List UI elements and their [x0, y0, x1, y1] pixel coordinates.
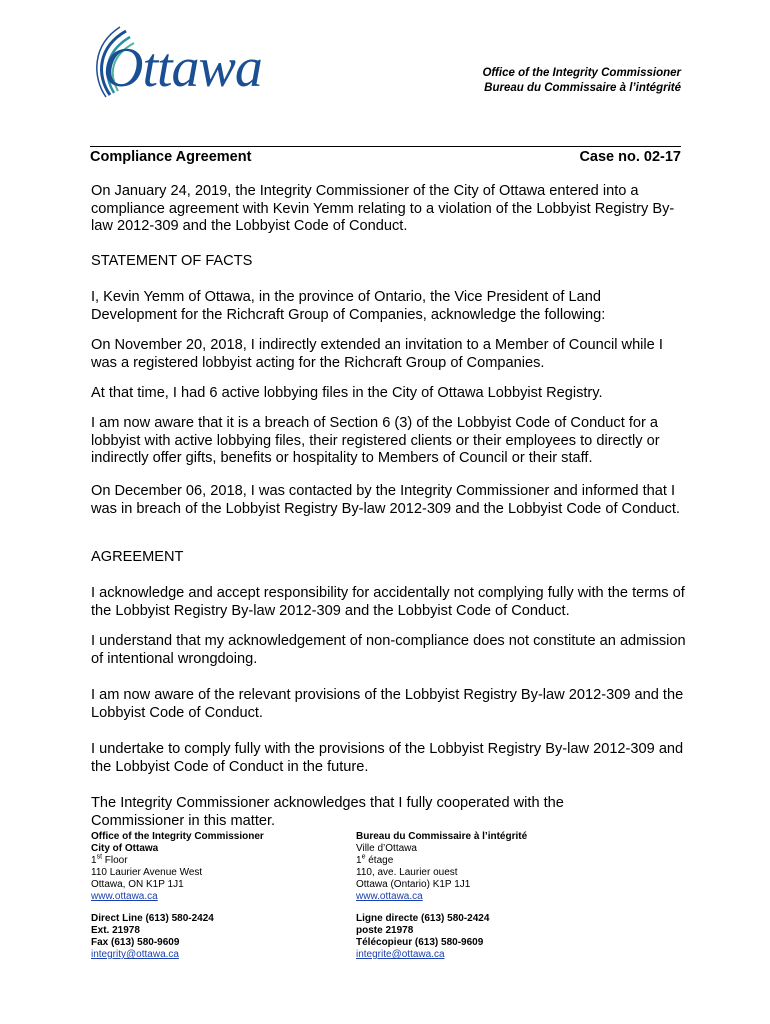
paragraph-acknowledgement: I, Kevin Yemm of Ottawa, in the province of Ontario, the Vice President of Land Development for the Richcraft Group of Companies, acknowledge the following: [91, 289, 606, 323]
office-header [482, 66, 681, 96]
paragraph-accept-responsibility: I acknowledge and accept responsibility for accidentally not complying fully with the terms of the Lobbyist Registry By-law 2012-309 and the Lobbyist Code of Conduct. [91, 585, 685, 619]
paragraph-undertake: I undertake to comply fully with the provisions of the Lobbyist Registry By-law 2012-309 and the Lobbyist Code of Conduct in the future. [91, 741, 684, 775]
paragraph-intro: On January 24, 2019, the Integrity Commissioner of the City of Ottawa entered into a compliance agreement with Kevin Yemm relating to a violation of the Lobbyist Registry By-law 2012-309 and the Lobbyist Code of Conduct. [91, 183, 675, 234]
footer-contact-en [91, 831, 264, 961]
footer-website-link-fr[interactable]: www.ottawa.ca [356, 891, 423, 902]
heading-agreement: AGREEMENT [91, 549, 184, 565]
title-bar [90, 146, 681, 165]
footer-postal-fr: Ottawa (Ontario) K1P 1J1 [356, 879, 471, 890]
paragraph-november-invitation: On November 20, 2018, I indirectly extended an invitation to a Member of Council while I was a registered lobbyist acting for the Richcraft Group of Companies. [91, 337, 663, 371]
footer-street: 110 Laurier Avenue West [91, 867, 203, 878]
footer-postal: Ottawa, ON K1P 1J1 [91, 879, 184, 890]
paragraph-december-contact: On December 06, 2018, I was contacted by the Integrity Commissioner and informed that I was in breach of the Lobbyist Registry By-law 2012-309 and the Lobbyist Code of Conduct. [91, 483, 680, 517]
footer-email-link[interactable]: integrity@ottawa.ca [91, 949, 179, 960]
ottawa-logo-wordmark: Ottawa [103, 37, 262, 99]
footer-extension: Ext. 21978 [91, 925, 140, 936]
office-header-fr: Bureau du Commissaire à l’intégrité [484, 82, 681, 94]
document-title: Compliance Agreement [90, 149, 252, 165]
paragraph-non-compliance: I understand that my acknowledgement of non-compliance does not constitute an admission of intentional wrongdoing. [91, 633, 686, 667]
footer-floor-fr: 1e étage [356, 853, 394, 866]
paragraph-active-files: At that time, I had 6 active lobbying files in the City of Ottawa Lobbyist Registry. [91, 385, 603, 401]
footer-direct-line: Direct Line (613) 580-2424 [91, 913, 214, 924]
footer-city: City of Ottawa [91, 843, 159, 854]
footer-direct-line-fr: Ligne directe (613) 580-2424 [356, 913, 490, 924]
footer-extension-fr: poste 21978 [356, 925, 414, 936]
footer-contact-fr [356, 831, 527, 961]
paragraph-aware-provisions: I am now aware of the relevant provisions of the Lobbyist Registry By-law 2012-309 and the Lobbyist Code of Conduct. [91, 687, 684, 721]
footer-office-name-fr: Bureau du Commissaire à l’intégrité [356, 831, 528, 842]
footer-fax-fr: Télécopieur (613) 580-9609 [356, 937, 484, 948]
office-header-en: Office of the Integrity Commissioner [482, 67, 681, 79]
footer-floor: 1st Floor [91, 853, 128, 866]
footer-city-fr: Ville d’Ottawa [356, 843, 417, 854]
footer-fax: Fax (613) 580-9609 [91, 937, 180, 948]
paragraph-breach-section: I am now aware that it is a breach of Section 6 (3) of the Lobbyist Code of Conduct for a lobbyist with active lobbying files, their registered clients or their employees to directly or indirectly offer gifts, benefits or hospitality to Members of Council or their staff. [91, 415, 660, 466]
case-number: Case no. 02-17 [579, 149, 681, 165]
paragraph-cooperation: The Integrity Commissioner acknowledges that I fully cooperated with the Commissioner in this matter. [91, 795, 564, 829]
footer-street-fr: 110, ave. Laurier ouest [356, 867, 458, 878]
footer-office-name: Office of the Integrity Commissioner [91, 831, 264, 842]
footer-email-link-fr[interactable]: integrite@ottawa.ca [356, 949, 445, 960]
footer-website-link[interactable]: www.ottawa.ca [91, 891, 158, 902]
heading-statement-of-facts: STATEMENT OF FACTS [91, 253, 253, 269]
